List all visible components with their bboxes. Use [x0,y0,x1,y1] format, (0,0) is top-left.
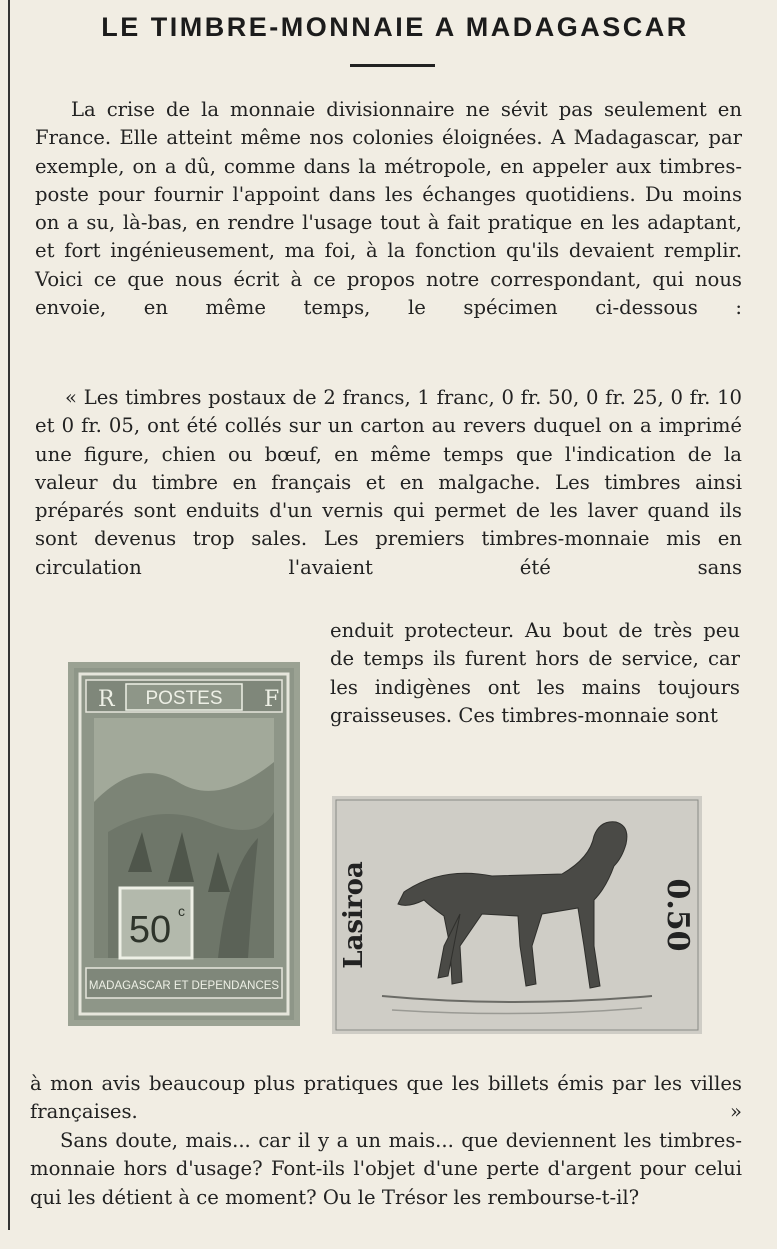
stamp-back-image [332,796,702,1034]
paragraph-quote: « Les timbres postaux de 2 francs, 1 franc, 0 fr. 50, 0 fr. 25, 0 fr. 10 et 0 fr. 05, ont été collés sur un carton au revers duquel on a imprimé une figure, chien ou bœuf, en même temps que l'indication de la valeur du timbre en français et en malgache. Les timbres ainsi préparés sont enduits d'un vernis qui permet de les laver quand ils sont devenus trop sales. Les premiers timbres-monnaie mis en circulation l'avaient été sans [35,386,742,579]
paragraph-quote-cont: enduit protecteur. Au bout de très peu de temps ils furent hors de service, car les indigènes ont les mains toujours graisseuses. Ces timbres-monnaie sont [330,619,740,727]
stamp-corner-right: F [264,687,280,712]
stamp-value: 50 [128,909,172,951]
stamp-back-value: 0.50 [660,878,695,952]
column-rule [8,0,10,1230]
stamp-back-side-text: Lasiroa [339,861,369,969]
stamp-header: POSTES [145,688,223,709]
title-divider [350,64,435,67]
stamp-footer: MADAGASCAR ET DEPENDANCES [88,980,280,992]
stamp-corner-left: R [98,687,115,712]
article-title: LE TIMBRE-MONNAIE A MADAGASCAR [101,12,689,42]
paragraph-intro: La crise de la monnaie divisionnaire ne sévit pas seulement en France. Elle atteint même nos colonies éloignées. A Madagascar, par exemple, on a dû, comme dans la métropole, en appeler aux timbres-poste pour fournir l'appoint dans les échanges quotidiens. Du moins on a su, là-bas, en rendre l'usage tout à fait pratique en les adaptant, et fort ingénieusement, ma foi, à la fonction qu'ils devaient remplir. Voici ce que nous écrit à ce propos notre correspondant, qui nous envoie, en même temps, le spécimen ci-dessous : [35,98,742,320]
paragraph-quote-end: à mon avis beaucoup plus pratiques que les billets émis par les villes françaises. » [30,1072,742,1124]
stamp-front-image [68,662,300,1026]
paragraph-conclusion: Sans doute, mais... car il y a un mais... que deviennent les timbres-monnaie hors d'usage? Font-ils l'objet d'une perte d'argent pour celui qui les détient à ce moment? Ou le Trésor les rembourse-t-il? [30,1129,742,1209]
stamp-value-unit: c [178,903,185,919]
